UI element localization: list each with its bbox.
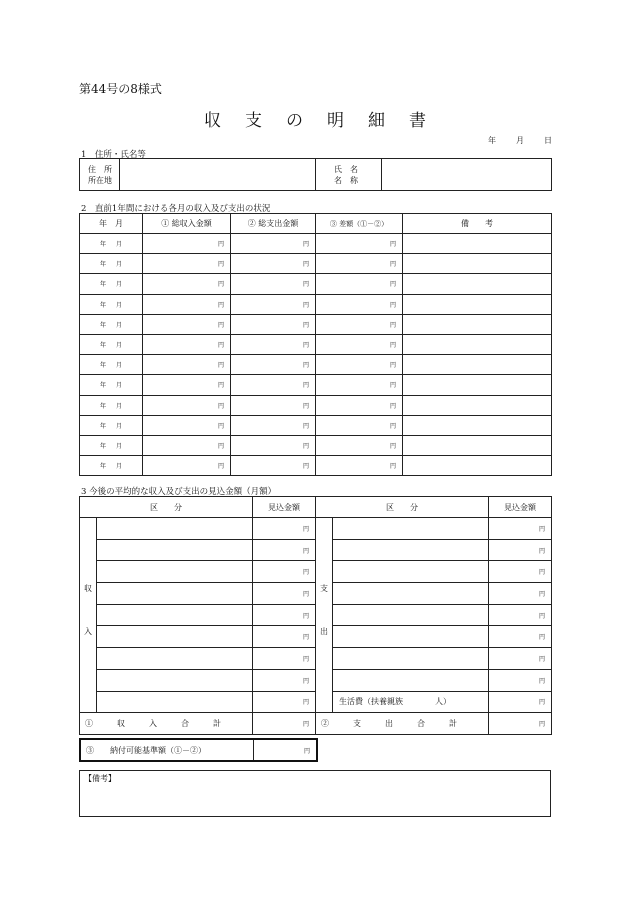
right-header-amount: 見込金額 <box>489 497 552 518</box>
header-remarks: 備 考 <box>403 214 552 234</box>
row-month-label: 月 <box>116 402 123 410</box>
name-label: 氏 名 名 称 <box>316 159 382 191</box>
row-total-expense[interactable]: 円 <box>231 234 316 254</box>
row-year-month[interactable] <box>80 294 143 314</box>
right-header-category: 区 分 <box>316 497 489 518</box>
income-category-field[interactable] <box>97 604 253 626</box>
row-year-month[interactable] <box>80 375 143 395</box>
row-total-income[interactable]: 円 <box>143 355 231 375</box>
row-total-expense[interactable]: 円 <box>231 274 316 294</box>
row-year-label: 年 <box>99 402 106 410</box>
row-total-expense[interactable]: 円 <box>231 334 316 354</box>
row-total-expense[interactable]: 円 <box>231 395 316 415</box>
table-row <box>80 355 552 375</box>
row-difference[interactable]: 円 <box>316 415 403 435</box>
row-total-expense[interactable]: 円 <box>231 254 316 274</box>
expense-amount-field[interactable]: 円 <box>489 518 552 540</box>
row-total-expense[interactable]: 円 <box>231 294 316 314</box>
income-amount-field[interactable]: 円 <box>253 561 316 583</box>
row-remarks[interactable] <box>403 375 552 395</box>
row-year-month[interactable] <box>80 334 143 354</box>
expense-category-field[interactable] <box>333 604 489 626</box>
expense-category-field[interactable] <box>333 518 489 540</box>
expense-amount-field[interactable]: 円 <box>489 604 552 626</box>
title-char: 書 <box>409 111 426 131</box>
row-remarks[interactable] <box>403 274 552 294</box>
table-row <box>80 234 552 254</box>
income-category-field[interactable] <box>97 669 253 691</box>
row-total-expense[interactable]: 円 <box>231 435 316 455</box>
expense-amount-field[interactable]: 円 <box>489 539 552 561</box>
income-category-field[interactable] <box>97 626 253 648</box>
address-name-table <box>79 158 552 191</box>
left-header-category: 区 分 <box>80 497 253 518</box>
row-year-label: 年 <box>99 362 106 370</box>
name-field[interactable] <box>382 159 552 191</box>
header-year-month: 年 月 <box>80 214 143 234</box>
address-field[interactable] <box>120 159 316 191</box>
income-label-top: 収 <box>84 584 92 593</box>
row-month-label: 月 <box>116 422 123 430</box>
table-row <box>80 395 552 415</box>
table-row <box>80 314 552 334</box>
row-remarks[interactable] <box>403 314 552 334</box>
row-remarks[interactable] <box>403 334 552 354</box>
row-difference[interactable]: 円 <box>316 375 403 395</box>
header-total-income: ① 総収入金額 <box>143 214 231 234</box>
expense-amount-field[interactable]: 円 <box>489 691 552 713</box>
date-year: 年 <box>488 136 496 145</box>
section1-heading: 1 住所・氏名等 <box>81 150 146 160</box>
row-total-expense[interactable]: 円 <box>231 355 316 375</box>
row-difference[interactable]: 円 <box>316 234 403 254</box>
row-remarks[interactable] <box>403 294 552 314</box>
expense-amount-field[interactable]: 円 <box>489 583 552 605</box>
row-difference[interactable]: 円 <box>316 395 403 415</box>
row-total-expense[interactable]: 円 <box>231 314 316 334</box>
row-total-income[interactable]: 円 <box>143 395 231 415</box>
row-total-income[interactable]: 円 <box>143 375 231 395</box>
expense-amount-field[interactable]: 円 <box>489 626 552 648</box>
row-total-income[interactable]: 円 <box>143 314 231 334</box>
header-total-expense: ② 総支出金額 <box>231 214 316 234</box>
income-amount-field[interactable]: 円 <box>253 539 316 561</box>
row-total-expense[interactable]: 円 <box>231 456 316 476</box>
row-year-label: 年 <box>99 342 106 350</box>
income-amount-field[interactable]: 円 <box>253 518 316 540</box>
row-total-income[interactable]: 円 <box>143 456 231 476</box>
income-category-field[interactable] <box>97 561 253 583</box>
row-total-income[interactable]: 円 <box>143 254 231 274</box>
left-header-amount: 見込金額 <box>253 497 316 518</box>
date-field <box>488 135 552 146</box>
row-difference[interactable]: 円 <box>316 435 403 455</box>
income-category-field[interactable] <box>97 518 253 540</box>
title-char: の <box>286 111 303 131</box>
row-year-month[interactable] <box>80 355 143 375</box>
row-total-income[interactable]: 円 <box>143 234 231 254</box>
row-difference[interactable]: 円 <box>316 355 403 375</box>
title-char: 明 <box>327 111 344 131</box>
row-year-label: 年 <box>99 422 106 430</box>
row-total-income[interactable]: 円 <box>143 334 231 354</box>
income-total-amount[interactable]: 円 <box>253 713 316 735</box>
expense-label-top: 支 <box>320 584 328 593</box>
row-year-label: 年 <box>99 241 106 249</box>
row-year-label: 年 <box>99 281 106 289</box>
row-month-label: 月 <box>116 382 123 390</box>
row-remarks[interactable] <box>403 234 552 254</box>
row-month-label: 月 <box>116 321 123 329</box>
title-char: 細 <box>368 111 385 131</box>
expense-category-field[interactable] <box>333 626 489 648</box>
row-difference[interactable]: 円 <box>316 254 403 274</box>
income-vertical-label <box>80 518 97 713</box>
row-year-label: 年 <box>99 442 106 450</box>
row-year-label: 年 <box>99 301 106 309</box>
row-difference[interactable]: 円 <box>316 334 403 354</box>
living-expense-label[interactable]: 生活費（扶養親族 人） <box>333 691 489 713</box>
row-total-expense[interactable]: 円 <box>231 415 316 435</box>
row-year-label: 年 <box>99 382 106 390</box>
expense-category-field[interactable] <box>333 561 489 583</box>
row-month-label: 月 <box>116 281 123 289</box>
row-month-label: 月 <box>116 261 123 269</box>
row-remarks[interactable] <box>403 435 552 455</box>
expense-amount-field[interactable]: 円 <box>489 561 552 583</box>
expense-category-field[interactable] <box>333 539 489 561</box>
expense-category-field[interactable] <box>333 669 489 691</box>
row-total-expense[interactable]: 円 <box>231 375 316 395</box>
table-row <box>80 375 552 395</box>
row-year-month[interactable] <box>80 254 143 274</box>
row-year-label: 年 <box>99 261 106 269</box>
expense-total-amount[interactable]: 円 <box>489 713 552 735</box>
row-difference[interactable]: 円 <box>316 274 403 294</box>
income-category-field[interactable] <box>97 583 253 605</box>
row-difference[interactable]: 円 <box>316 294 403 314</box>
row-year-month[interactable] <box>80 314 143 334</box>
income-amount-field[interactable]: 円 <box>253 604 316 626</box>
row-year-label: 年 <box>99 463 106 471</box>
table-row <box>80 254 552 274</box>
income-amount-field[interactable]: 円 <box>253 626 316 648</box>
expense-label-bottom: 出 <box>320 627 328 636</box>
income-amount-field[interactable]: 円 <box>253 583 316 605</box>
table-row <box>80 435 552 455</box>
row-remarks[interactable] <box>403 456 552 476</box>
row-total-income[interactable]: 円 <box>143 274 231 294</box>
title-char: 支 <box>245 111 262 131</box>
row-difference[interactable]: 円 <box>316 314 403 334</box>
income-amount-field[interactable]: 円 <box>253 648 316 670</box>
row-month-label: 月 <box>116 463 123 471</box>
form-number: 第44号の8様式 <box>79 82 162 96</box>
income-amount-field[interactable]: 円 <box>253 691 316 713</box>
income-amount-field[interactable]: 円 <box>253 669 316 691</box>
row-year-month[interactable] <box>80 456 143 476</box>
row-difference[interactable]: 円 <box>316 456 403 476</box>
section2-heading: 2 直前1年間における各月の収入及び支出の状況 <box>81 204 271 214</box>
notes-label: 【備考】 <box>84 774 116 783</box>
notes-box[interactable] <box>79 770 551 817</box>
table-row <box>80 456 552 476</box>
row-month-label: 月 <box>116 241 123 249</box>
expense-total-label: ② 支 出 合 計 <box>316 713 489 735</box>
row-total-income[interactable]: 円 <box>143 294 231 314</box>
table-row <box>80 294 552 314</box>
totals-row <box>80 713 552 735</box>
table-row <box>80 518 552 540</box>
row-remarks[interactable] <box>403 355 552 375</box>
expense-amount-field[interactable]: 円 <box>489 669 552 691</box>
income-category-field[interactable] <box>97 539 253 561</box>
table-row <box>80 274 552 294</box>
forecast-table <box>79 496 552 735</box>
expense-vertical-label <box>316 518 333 713</box>
row-total-income[interactable]: 円 <box>143 415 231 435</box>
row-remarks[interactable] <box>403 395 552 415</box>
row-year-label: 年 <box>99 321 106 329</box>
income-label-bottom: 入 <box>84 627 92 636</box>
income-total-label: ① 収 入 合 計 <box>80 713 253 735</box>
row-remarks[interactable] <box>403 415 552 435</box>
row-year-month[interactable] <box>80 415 143 435</box>
payable-standard-label: ③ 納付可能基準額（①－②） <box>80 739 253 761</box>
document-title <box>0 106 630 131</box>
row-month-label: 月 <box>116 442 123 450</box>
row-year-month[interactable] <box>80 435 143 455</box>
expense-category-field[interactable] <box>333 583 489 605</box>
table-row <box>80 334 552 354</box>
row-year-month[interactable] <box>80 395 143 415</box>
row-remarks[interactable] <box>403 254 552 274</box>
income-category-field[interactable] <box>97 648 253 670</box>
expense-amount-field[interactable]: 円 <box>489 648 552 670</box>
row-year-month[interactable] <box>80 274 143 294</box>
row-total-income[interactable]: 円 <box>143 435 231 455</box>
date-day: 日 <box>544 136 552 145</box>
section3-heading: 3 今後の平均的な収入及び支出の見込金額（月額） <box>81 487 277 497</box>
income-category-field[interactable] <box>97 691 253 713</box>
row-month-label: 月 <box>116 301 123 309</box>
monthly-table <box>79 213 552 476</box>
expense-category-field[interactable] <box>333 648 489 670</box>
header-difference: ③ 差額（①－②） <box>316 214 403 234</box>
payable-standard-amount[interactable]: 円 <box>253 739 317 761</box>
table-row <box>80 415 552 435</box>
address-label: 住 所 所在地 <box>80 159 120 191</box>
date-month: 月 <box>516 136 524 145</box>
payable-standard-table <box>79 738 318 762</box>
title-char: 収 <box>204 111 221 131</box>
row-year-month[interactable] <box>80 234 143 254</box>
row-month-label: 月 <box>116 342 123 350</box>
row-month-label: 月 <box>116 362 123 370</box>
